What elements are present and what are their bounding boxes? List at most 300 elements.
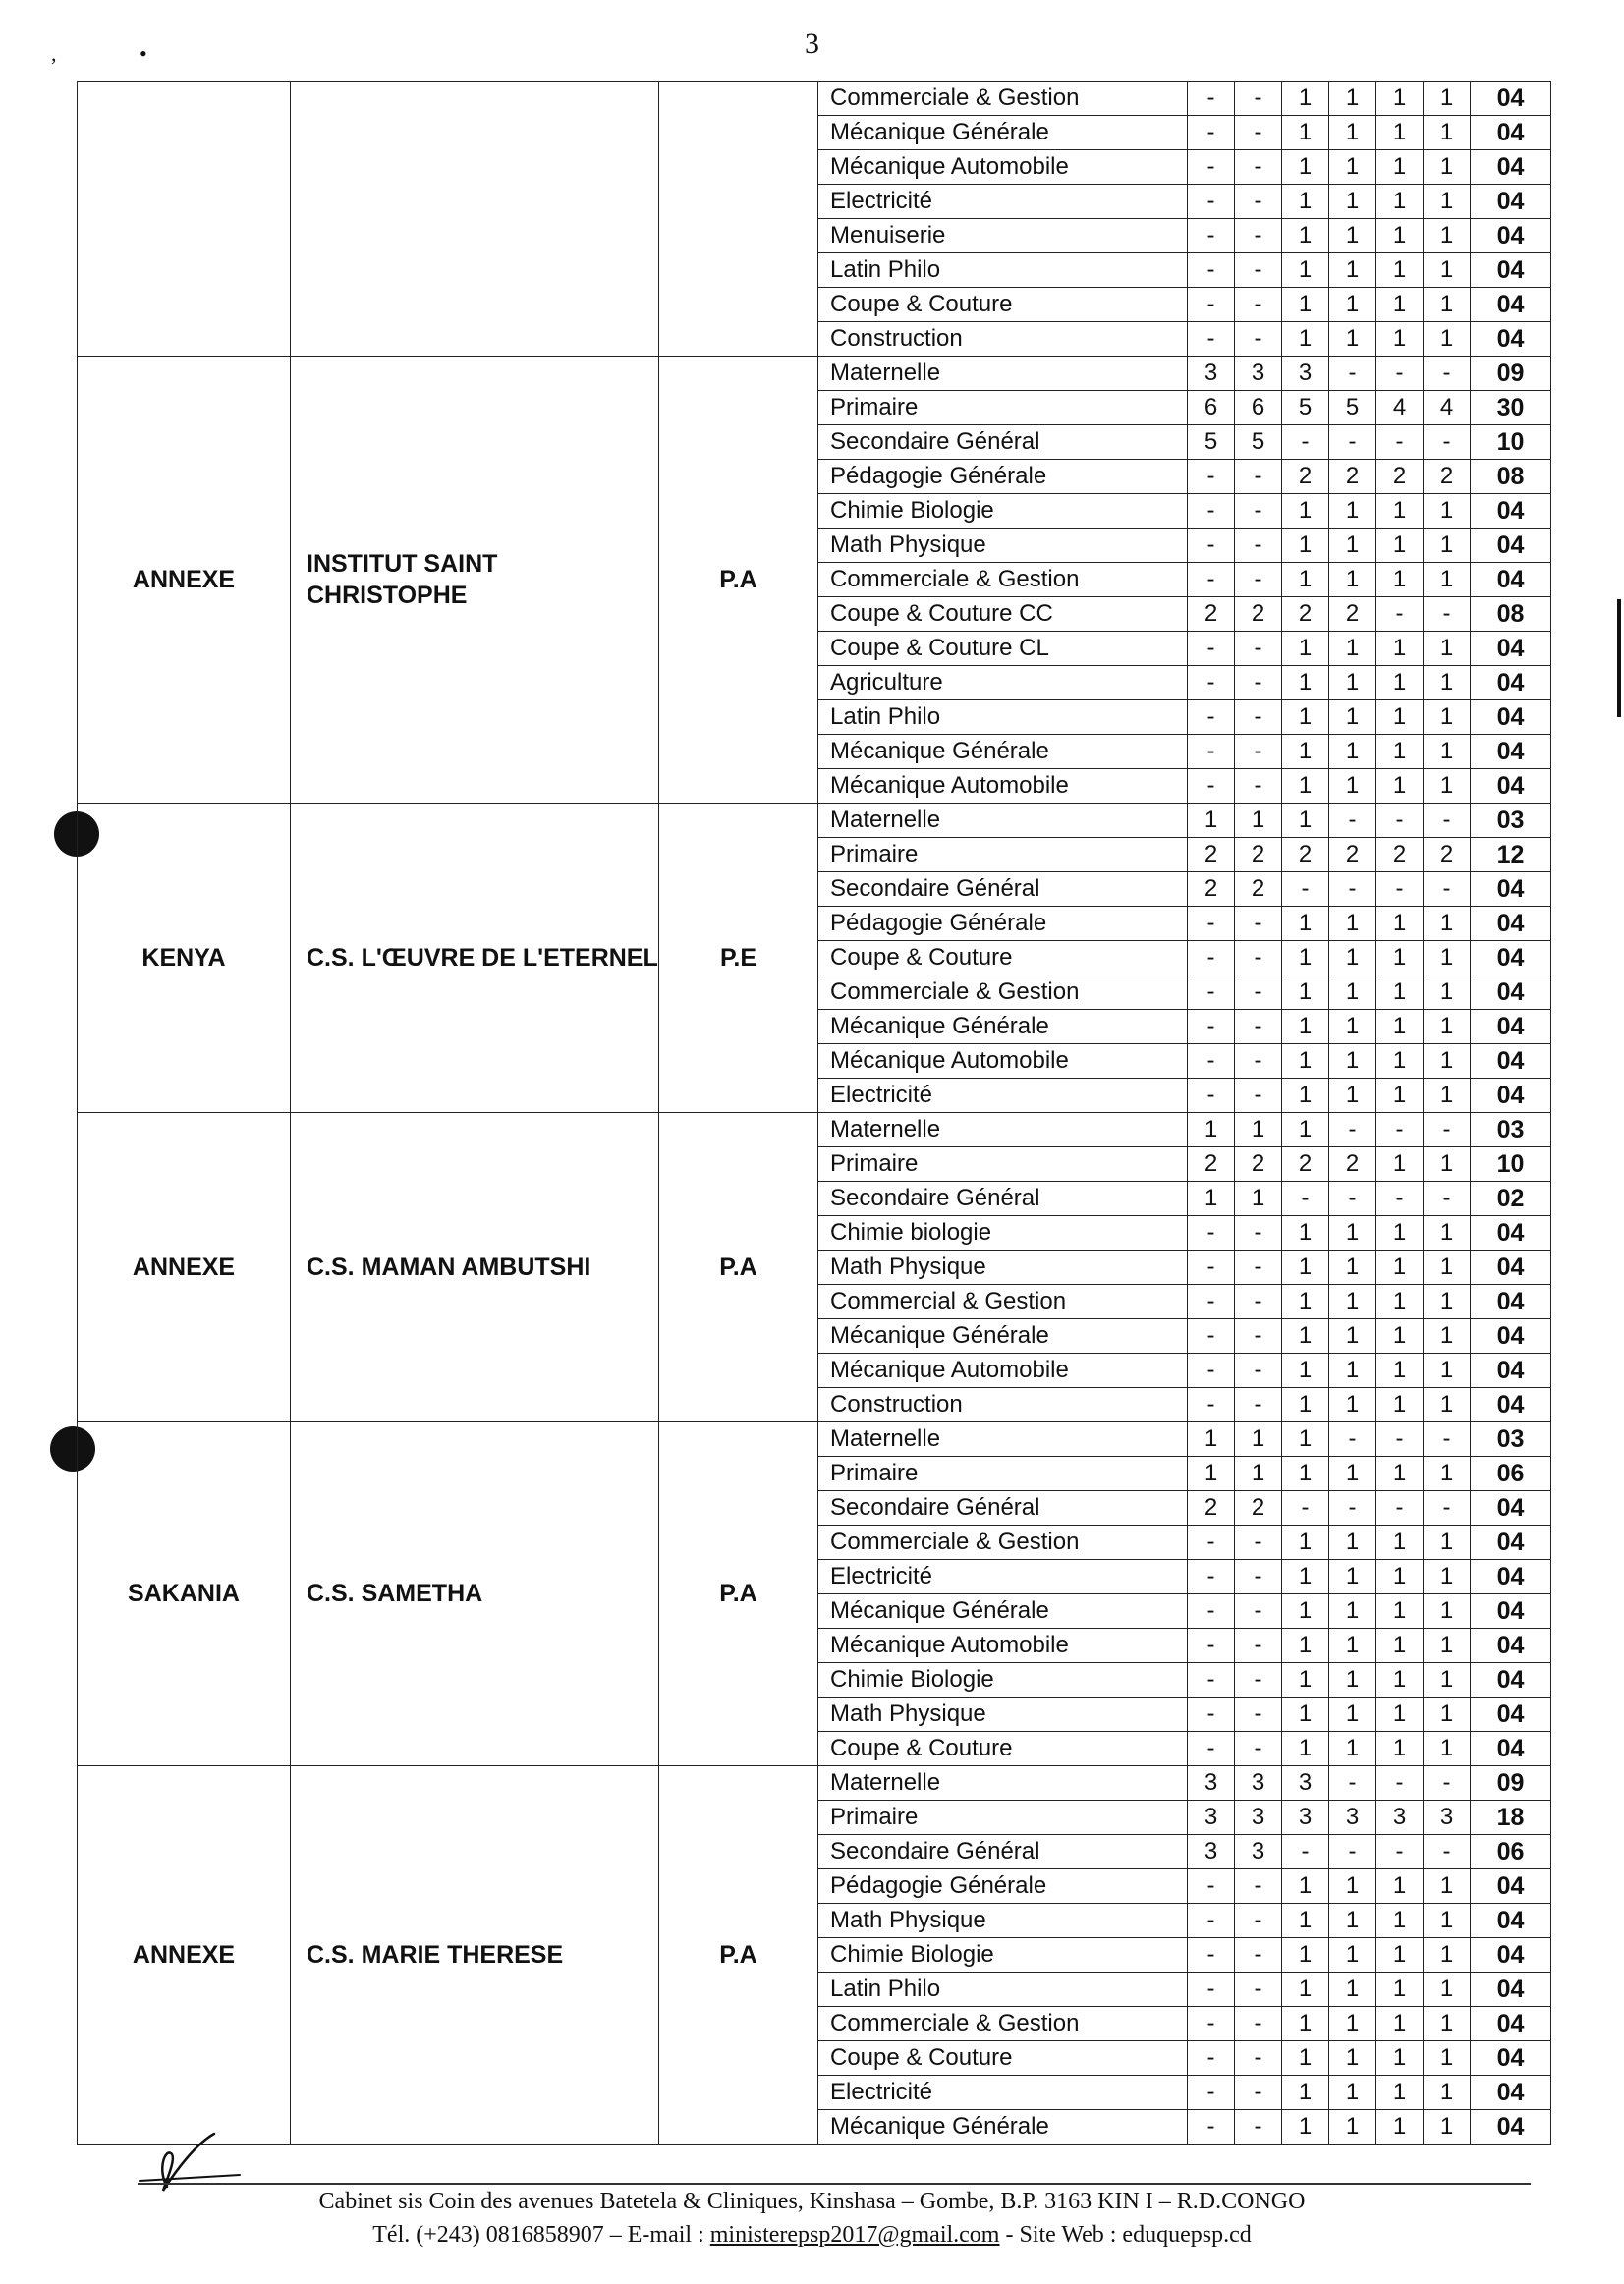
total-cell: 04 — [1471, 1904, 1551, 1938]
class-count-cell: - — [1282, 425, 1329, 460]
class-count-cell: 1 — [1329, 1319, 1376, 1354]
class-count-cell: 1 — [1424, 150, 1471, 185]
class-count-cell: 1 — [1329, 907, 1376, 941]
class-count-cell: - — [1235, 1526, 1282, 1560]
class-count-cell: 1 — [1329, 1251, 1376, 1285]
class-count-cell: 1 — [1329, 494, 1376, 529]
total-cell: 03 — [1471, 1422, 1551, 1457]
category-cell: P.A — [659, 1422, 818, 1766]
class-count-cell: 1 — [1329, 1973, 1376, 2007]
class-count-cell: - — [1235, 1079, 1282, 1113]
class-count-cell: - — [1376, 425, 1424, 460]
class-count-cell: - — [1188, 1629, 1235, 1663]
class-count-cell: - — [1188, 322, 1235, 357]
class-count-cell: - — [1424, 1766, 1471, 1801]
category-cell — [659, 82, 818, 357]
class-count-cell: - — [1188, 2041, 1235, 2076]
class-count-cell: 1 — [1376, 219, 1424, 253]
class-count-cell: 5 — [1235, 425, 1282, 460]
class-count-cell: 1 — [1329, 150, 1376, 185]
class-count-cell: 1 — [1282, 253, 1329, 288]
class-count-cell: 1 — [1424, 1216, 1471, 1251]
class-count-cell: 1 — [1376, 1354, 1424, 1388]
total-cell: 04 — [1471, 1560, 1551, 1594]
class-count-cell: 1 — [1282, 1388, 1329, 1422]
total-cell: 09 — [1471, 1766, 1551, 1801]
class-count-cell: 1 — [1188, 804, 1235, 838]
class-count-cell: - — [1188, 1388, 1235, 1422]
subject-cell: Chimie Biologie — [818, 494, 1188, 529]
class-count-cell: - — [1329, 357, 1376, 391]
total-cell: 04 — [1471, 700, 1551, 735]
subject-cell: Latin Philo — [818, 1973, 1188, 2007]
class-count-cell: 1 — [1329, 2007, 1376, 2041]
class-count-cell: 2 — [1188, 597, 1235, 632]
class-count-cell: 1 — [1282, 1629, 1329, 1663]
total-cell: 04 — [1471, 1594, 1551, 1629]
class-count-cell: 1 — [1282, 1698, 1329, 1732]
subject-cell: Math Physique — [818, 529, 1188, 563]
total-cell: 04 — [1471, 288, 1551, 322]
total-cell: 04 — [1471, 769, 1551, 804]
class-count-cell: - — [1235, 769, 1282, 804]
subject-cell: Commercial & Gestion — [818, 1285, 1188, 1319]
class-count-cell: 1 — [1376, 1457, 1424, 1491]
class-count-cell: 1 — [1424, 1938, 1471, 1973]
subject-cell: Coupe & Couture — [818, 1732, 1188, 1766]
subject-cell: Electricité — [818, 185, 1188, 219]
footer-divider — [138, 2183, 1531, 2185]
total-cell: 04 — [1471, 1629, 1551, 1663]
subject-cell: Primaire — [818, 1147, 1188, 1182]
total-cell: 04 — [1471, 1319, 1551, 1354]
subject-cell: Primaire — [818, 391, 1188, 425]
class-count-cell: 1 — [1424, 82, 1471, 116]
class-count-cell: - — [1329, 1182, 1376, 1216]
class-count-cell: 1 — [1376, 1732, 1424, 1766]
class-count-cell: - — [1376, 597, 1424, 632]
class-count-cell: - — [1376, 1491, 1424, 1526]
total-cell: 04 — [1471, 2110, 1551, 2145]
total-cell: 04 — [1471, 632, 1551, 666]
class-count-cell: 1 — [1282, 632, 1329, 666]
class-count-cell: - — [1424, 872, 1471, 907]
class-count-cell: - — [1188, 1869, 1235, 1904]
table-row — [78, 804, 1551, 838]
class-count-cell: 1 — [1424, 666, 1471, 700]
class-count-cell: 1 — [1376, 288, 1424, 322]
class-count-cell: 1 — [1329, 2110, 1376, 2145]
class-count-cell: 1 — [1329, 1526, 1376, 1560]
class-count-cell: - — [1188, 219, 1235, 253]
school-cell: C.S. L'ŒUVRE DE L'ETERNEL — [291, 804, 659, 1113]
class-count-cell: 1 — [1424, 1285, 1471, 1319]
subject-cell: Commerciale & Gestion — [818, 563, 1188, 597]
page-number: 3 — [805, 28, 819, 60]
class-count-cell: - — [1188, 735, 1235, 769]
subject-cell: Coupe & Couture CL — [818, 632, 1188, 666]
table-row — [78, 1766, 1551, 1801]
school-cell: C.S. SAMETHA — [291, 1422, 659, 1766]
total-cell: 04 — [1471, 529, 1551, 563]
class-count-cell: - — [1376, 1766, 1424, 1801]
class-count-cell: - — [1188, 1732, 1235, 1766]
subject-cell: Commerciale & Gestion — [818, 2007, 1188, 2041]
class-count-cell: 1 — [1424, 219, 1471, 253]
class-count-cell: 6 — [1235, 391, 1282, 425]
class-count-cell: 1 — [1329, 1010, 1376, 1044]
class-count-cell: 1 — [1282, 1285, 1329, 1319]
class-count-cell: 1 — [1376, 494, 1424, 529]
footer-address: Cabinet sis Coin des avenues Batetela & Cliniques, Kinshasa – Gombe, B.P. 3163 KIN I – R.D.CONGO — [318, 2189, 1306, 2214]
class-count-cell: - — [1235, 1388, 1282, 1422]
class-count-cell: 2 — [1329, 597, 1376, 632]
class-count-cell: 1 — [1329, 769, 1376, 804]
subject-cell: Primaire — [818, 838, 1188, 872]
class-count-cell: 1 — [1424, 116, 1471, 150]
class-count-cell: - — [1235, 253, 1282, 288]
class-count-cell: - — [1235, 1285, 1282, 1319]
class-count-cell: 1 — [1424, 1732, 1471, 1766]
class-count-cell: 1 — [1329, 1079, 1376, 1113]
class-count-cell: 1 — [1329, 219, 1376, 253]
class-count-cell: 1 — [1282, 1594, 1329, 1629]
subject-cell: Math Physique — [818, 1698, 1188, 1732]
subject-cell: Maternelle — [818, 1422, 1188, 1457]
class-count-cell: - — [1235, 1732, 1282, 1766]
class-count-cell: 4 — [1376, 391, 1424, 425]
subject-cell: Menuiserie — [818, 219, 1188, 253]
total-cell: 03 — [1471, 804, 1551, 838]
class-count-cell: 1 — [1376, 941, 1424, 975]
class-count-cell: 1 — [1376, 116, 1424, 150]
class-count-cell: 1 — [1376, 185, 1424, 219]
class-count-cell: - — [1424, 1422, 1471, 1457]
class-count-cell: 3 — [1188, 1766, 1235, 1801]
class-count-cell: 1 — [1376, 82, 1424, 116]
class-count-cell: 1 — [1329, 563, 1376, 597]
class-count-cell: 1 — [1424, 1147, 1471, 1182]
class-count-cell: 1 — [1282, 941, 1329, 975]
class-count-cell: 1 — [1376, 1388, 1424, 1422]
class-count-cell: - — [1188, 700, 1235, 735]
class-count-cell: 1 — [1329, 632, 1376, 666]
email-link[interactable]: ministerepsp2017@gmail.com — [709, 2222, 1000, 2248]
region-cell — [78, 82, 291, 357]
class-count-cell: 1 — [1329, 2041, 1376, 2076]
class-count-cell: 1 — [1282, 563, 1329, 597]
class-count-cell: 1 — [1424, 1869, 1471, 1904]
total-cell: 04 — [1471, 2076, 1551, 2110]
class-count-cell: 1 — [1188, 1113, 1235, 1147]
class-count-cell: 1 — [1282, 1079, 1329, 1113]
class-count-cell: 1 — [1424, 1457, 1471, 1491]
class-count-cell: 1 — [1376, 907, 1424, 941]
total-cell: 10 — [1471, 1147, 1551, 1182]
subject-cell: Commerciale & Gestion — [818, 82, 1188, 116]
subject-cell: Mécanique Automobile — [818, 1629, 1188, 1663]
class-count-cell: 1 — [1376, 1526, 1424, 1560]
class-count-cell: - — [1188, 1079, 1235, 1113]
total-cell: 04 — [1471, 185, 1551, 219]
total-cell: 04 — [1471, 322, 1551, 357]
class-count-cell: 2 — [1188, 838, 1235, 872]
class-count-cell: 1 — [1329, 185, 1376, 219]
class-count-cell: 1 — [1424, 1388, 1471, 1422]
subject-cell: Secondaire Général — [818, 1835, 1188, 1869]
subject-cell: Pédagogie Générale — [818, 460, 1188, 494]
class-count-cell: - — [1235, 185, 1282, 219]
class-count-cell: 1 — [1282, 1560, 1329, 1594]
total-cell: 04 — [1471, 1251, 1551, 1285]
class-count-cell: 1 — [1376, 253, 1424, 288]
class-count-cell: 1 — [1188, 1457, 1235, 1491]
class-count-cell: 1 — [1424, 253, 1471, 288]
class-count-cell: 2 — [1188, 1491, 1235, 1526]
class-count-cell: 1 — [1282, 907, 1329, 941]
class-count-cell: - — [1235, 1319, 1282, 1354]
class-count-cell: - — [1329, 1491, 1376, 1526]
class-count-cell: 1 — [1282, 1010, 1329, 1044]
class-count-cell: 1 — [1282, 2076, 1329, 2110]
subject-cell: Math Physique — [818, 1904, 1188, 1938]
school-cell — [291, 82, 659, 357]
class-count-cell: 1 — [1329, 1560, 1376, 1594]
class-count-cell: 1 — [1235, 804, 1282, 838]
class-count-cell: 1 — [1235, 1457, 1282, 1491]
class-count-cell: 1 — [1329, 116, 1376, 150]
category-cell: P.E — [659, 804, 818, 1113]
class-count-cell: 1 — [1282, 1973, 1329, 2007]
class-count-cell: - — [1235, 563, 1282, 597]
class-count-cell: - — [1235, 1044, 1282, 1079]
class-count-cell: - — [1235, 1560, 1282, 1594]
class-count-cell: - — [1424, 804, 1471, 838]
class-count-cell: 1 — [1424, 2041, 1471, 2076]
class-count-cell: 1 — [1235, 1113, 1282, 1147]
total-cell: 04 — [1471, 1526, 1551, 1560]
class-count-cell: 1 — [1424, 1560, 1471, 1594]
class-count-cell: - — [1188, 253, 1235, 288]
subject-cell: Maternelle — [818, 804, 1188, 838]
class-count-cell: - — [1282, 1182, 1329, 1216]
class-count-cell: - — [1235, 288, 1282, 322]
subject-cell: Pédagogie Générale — [818, 907, 1188, 941]
class-count-cell: 1 — [1376, 322, 1424, 357]
subject-cell: Mécanique Générale — [818, 1010, 1188, 1044]
class-count-cell: 1 — [1282, 1422, 1329, 1457]
subject-cell: Primaire — [818, 1801, 1188, 1835]
total-cell: 04 — [1471, 907, 1551, 941]
total-cell: 04 — [1471, 941, 1551, 975]
class-count-cell: 1 — [1329, 1629, 1376, 1663]
class-count-cell: 1 — [1424, 1010, 1471, 1044]
class-count-cell: 1 — [1376, 1079, 1424, 1113]
class-count-cell: - — [1329, 804, 1376, 838]
class-count-cell: 1 — [1282, 2110, 1329, 2145]
class-count-cell: 6 — [1188, 391, 1235, 425]
class-count-cell: - — [1235, 1904, 1282, 1938]
class-count-cell: - — [1329, 1835, 1376, 1869]
class-count-cell: 1 — [1424, 632, 1471, 666]
total-cell: 18 — [1471, 1801, 1551, 1835]
class-count-cell: - — [1235, 735, 1282, 769]
class-count-cell: - — [1188, 2007, 1235, 2041]
subject-cell: Mécanique Générale — [818, 1594, 1188, 1629]
class-count-cell: 2 — [1235, 597, 1282, 632]
class-count-cell: 1 — [1424, 941, 1471, 975]
class-count-cell: 1 — [1376, 1629, 1424, 1663]
subject-cell: Secondaire Général — [818, 872, 1188, 907]
total-cell: 04 — [1471, 666, 1551, 700]
class-count-cell: 1 — [1282, 82, 1329, 116]
class-count-cell: 3 — [1235, 1766, 1282, 1801]
class-count-cell: - — [1329, 1766, 1376, 1801]
subject-cell: Electricité — [818, 2076, 1188, 2110]
class-count-cell: - — [1188, 185, 1235, 219]
class-count-cell: 1 — [1329, 1869, 1376, 1904]
class-count-cell: 1 — [1282, 529, 1329, 563]
class-count-cell: - — [1329, 1422, 1376, 1457]
total-cell: 04 — [1471, 1354, 1551, 1388]
class-count-cell: 2 — [1235, 1491, 1282, 1526]
total-cell: 04 — [1471, 1973, 1551, 2007]
class-count-cell: 1 — [1376, 1147, 1424, 1182]
class-count-cell: 1 — [1188, 1422, 1235, 1457]
class-count-cell: - — [1188, 1251, 1235, 1285]
class-count-cell: 1 — [1329, 1354, 1376, 1388]
subject-cell: Construction — [818, 1388, 1188, 1422]
class-count-cell: - — [1235, 529, 1282, 563]
class-count-cell: 2 — [1188, 872, 1235, 907]
class-count-cell: 1 — [1282, 150, 1329, 185]
total-cell: 02 — [1471, 1182, 1551, 1216]
total-cell: 04 — [1471, 2007, 1551, 2041]
class-count-cell: - — [1188, 1938, 1235, 1973]
class-count-cell: 1 — [1376, 1698, 1424, 1732]
total-cell: 04 — [1471, 1938, 1551, 1973]
class-count-cell: 1 — [1424, 2110, 1471, 2145]
region-cell: ANNEXE — [78, 1113, 291, 1422]
class-count-cell: 1 — [1424, 563, 1471, 597]
class-count-cell: - — [1235, 1629, 1282, 1663]
class-count-cell: 1 — [1424, 288, 1471, 322]
total-cell: 04 — [1471, 1732, 1551, 1766]
class-count-cell: 2 — [1329, 1147, 1376, 1182]
class-count-cell: 1 — [1329, 1285, 1376, 1319]
class-count-cell: 1 — [1282, 1354, 1329, 1388]
class-count-cell: - — [1188, 1010, 1235, 1044]
region-cell: ANNEXE — [78, 357, 291, 804]
subject-cell: Agriculture — [818, 666, 1188, 700]
class-count-cell: 1 — [1329, 1044, 1376, 1079]
total-cell: 04 — [1471, 1491, 1551, 1526]
class-count-cell: - — [1235, 460, 1282, 494]
class-count-cell: 1 — [1376, 632, 1424, 666]
class-count-cell: 1 — [1329, 666, 1376, 700]
class-count-cell: 1 — [1329, 82, 1376, 116]
class-count-cell: - — [1235, 1938, 1282, 1973]
total-cell: 04 — [1471, 82, 1551, 116]
class-count-cell: - — [1376, 1182, 1424, 1216]
class-count-cell: - — [1188, 1319, 1235, 1354]
class-count-cell: - — [1188, 116, 1235, 150]
class-count-cell: - — [1235, 494, 1282, 529]
class-count-cell: 1 — [1329, 2076, 1376, 2110]
class-count-cell: - — [1188, 288, 1235, 322]
class-count-cell: - — [1235, 1251, 1282, 1285]
subject-cell: Chimie Biologie — [818, 1938, 1188, 1973]
region-cell: KENYA — [78, 804, 291, 1113]
class-count-cell: 2 — [1282, 838, 1329, 872]
class-count-cell: 3 — [1282, 357, 1329, 391]
class-count-cell: - — [1235, 666, 1282, 700]
subject-cell: Secondaire Général — [818, 1182, 1188, 1216]
class-count-cell: 5 — [1329, 391, 1376, 425]
subject-cell: Commerciale & Gestion — [818, 1526, 1188, 1560]
class-count-cell: - — [1376, 872, 1424, 907]
class-count-cell: 5 — [1282, 391, 1329, 425]
class-count-cell: 1 — [1329, 1594, 1376, 1629]
class-count-cell: - — [1188, 941, 1235, 975]
class-count-cell: - — [1235, 1663, 1282, 1698]
subject-cell: Mécanique Automobile — [818, 1044, 1188, 1079]
class-count-cell: - — [1188, 82, 1235, 116]
class-count-cell: 1 — [1376, 1869, 1424, 1904]
class-count-cell: - — [1376, 1835, 1424, 1869]
class-count-cell: 3 — [1235, 1835, 1282, 1869]
class-count-cell: 4 — [1424, 391, 1471, 425]
total-cell: 04 — [1471, 2041, 1551, 2076]
total-cell: 30 — [1471, 391, 1551, 425]
subject-cell: Maternelle — [818, 1113, 1188, 1147]
class-count-cell: 1 — [1376, 1973, 1424, 2007]
footer-phone: Tél. (+243) 0816858907 – E-mail : — [372, 2222, 710, 2248]
class-count-cell: 1 — [1329, 322, 1376, 357]
class-count-cell: - — [1424, 1113, 1471, 1147]
subject-cell: Coupe & Couture — [818, 941, 1188, 975]
class-count-cell: 3 — [1282, 1766, 1329, 1801]
class-count-cell: 1 — [1188, 1182, 1235, 1216]
class-count-cell: 3 — [1329, 1801, 1376, 1835]
total-cell: 04 — [1471, 975, 1551, 1010]
class-count-cell: - — [1188, 1044, 1235, 1079]
class-count-cell: 1 — [1424, 2076, 1471, 2110]
school-cell: C.S. MARIE THERESE — [291, 1766, 659, 2145]
class-count-cell: 2 — [1376, 460, 1424, 494]
total-cell: 06 — [1471, 1457, 1551, 1491]
subject-cell: Coupe & Couture — [818, 2041, 1188, 2076]
footer-contact — [0, 2222, 1624, 2249]
class-count-cell: 1 — [1282, 1216, 1329, 1251]
total-cell: 04 — [1471, 1285, 1551, 1319]
class-count-cell: - — [1329, 872, 1376, 907]
class-count-cell: 2 — [1282, 1147, 1329, 1182]
class-count-cell: 1 — [1376, 769, 1424, 804]
total-cell: 04 — [1471, 1698, 1551, 1732]
subject-cell: Electricité — [818, 1079, 1188, 1113]
class-count-cell: 1 — [1376, 975, 1424, 1010]
class-count-cell: 1 — [1329, 735, 1376, 769]
class-count-cell: - — [1235, 1973, 1282, 2007]
class-count-cell: 1 — [1424, 185, 1471, 219]
total-cell: 04 — [1471, 1216, 1551, 1251]
class-count-cell: - — [1376, 1422, 1424, 1457]
class-count-cell: - — [1235, 2041, 1282, 2076]
class-count-cell: - — [1282, 872, 1329, 907]
class-count-cell: - — [1188, 1663, 1235, 1698]
class-count-cell: 1 — [1424, 1354, 1471, 1388]
